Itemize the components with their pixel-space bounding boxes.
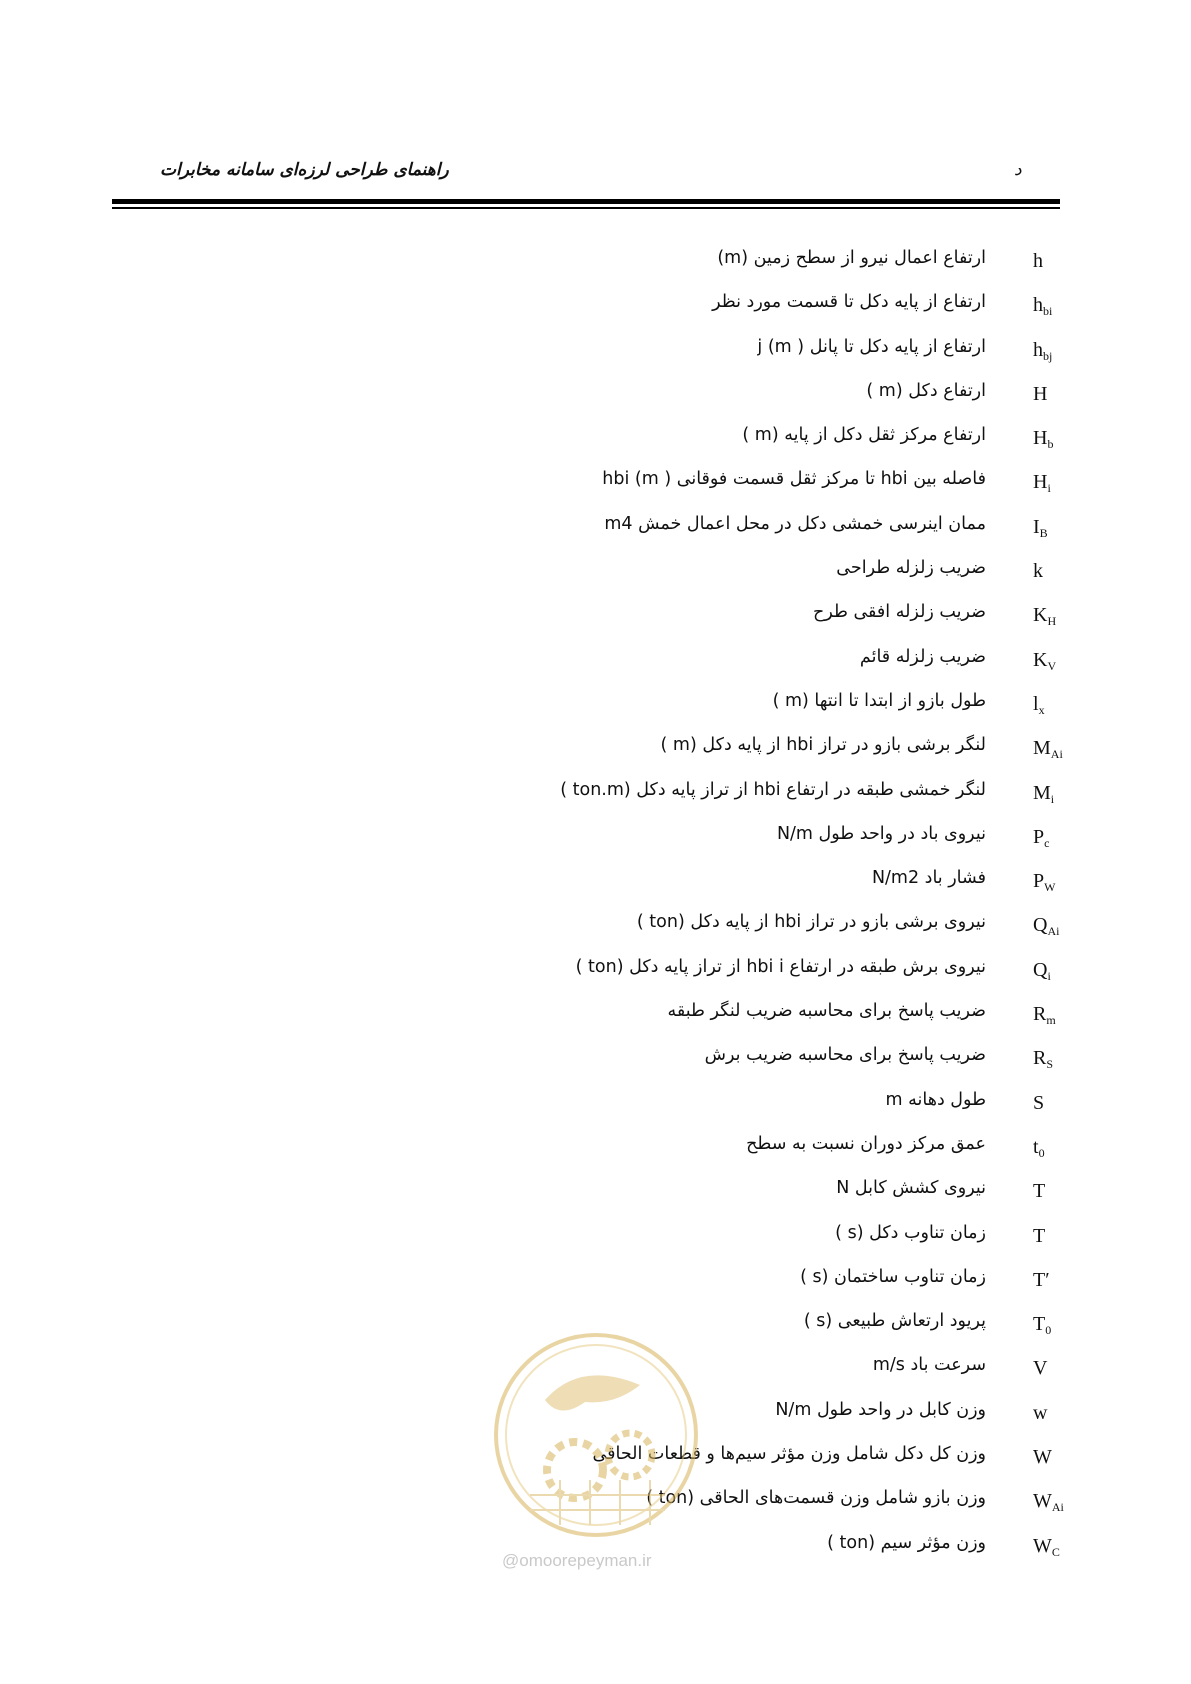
at-icon: @ [502, 1551, 520, 1570]
symbol-description: فاصله بین hbi تا مرکز ثقل قسمت فوقانی hbi (m ) [602, 469, 986, 490]
symbol-base: R [1033, 1047, 1047, 1070]
symbol [1033, 1047, 1053, 1072]
symbol-description: ضریب پاسخ برای محاسبه ضریب برش [704, 1045, 986, 1066]
symbol-description: ضریب زلزله افقی طرح [813, 602, 986, 623]
symbol-base: M [1033, 737, 1051, 760]
symbol-description: وزن مؤثر سیم (ton ) [827, 1532, 986, 1553]
symbol-description: لنگر خمشی طبقه در ارتفاع hbi از تراز پایه دکل (ton.m ) [560, 779, 986, 800]
symbol-description: نیروی باد در واحد طول N/m [776, 823, 986, 844]
symbol-description: فشار باد N/m2 [871, 868, 986, 889]
symbol-row [0, 1170, 1191, 1214]
symbol [1033, 914, 1059, 939]
symbol [1033, 516, 1048, 541]
symbol-description: وزن بازو شامل وزن قسمت‌های الحاقی (ton ) [646, 1488, 986, 1509]
symbol [1033, 693, 1045, 718]
symbol-subscript: Ai [1050, 747, 1063, 762]
symbol-description: نیروی کشش کابل N [836, 1178, 986, 1199]
symbol-base: P [1033, 870, 1045, 893]
symbol-row [0, 373, 1191, 417]
symbol-subscript: i [1047, 481, 1051, 496]
symbol-subscript: 0 [1038, 1145, 1045, 1160]
symbol [1033, 1136, 1045, 1161]
symbol-base: T [1033, 1180, 1046, 1203]
symbol-description: لنگر برشی بازو در تراز hbi از پایه دکل (m ) [660, 735, 986, 756]
symbol-row [0, 240, 1191, 284]
symbol [1033, 604, 1056, 629]
symbol-row [0, 284, 1191, 328]
symbol-row [0, 329, 1191, 373]
symbol-row [0, 772, 1191, 816]
symbol-base: P [1033, 825, 1045, 848]
watermark-site-text: omoorepeyman.ir [519, 1551, 652, 1570]
symbol-row [0, 993, 1191, 1037]
symbol-base: V [1033, 1357, 1048, 1380]
symbol-subscript: V [1047, 658, 1057, 673]
symbol-description: ارتفاع دکل (m ) [866, 380, 986, 401]
running-header-title: راهنمای طراحی لرزه‌ای سامانه مخابرات [160, 160, 449, 180]
symbol-base: M [1033, 781, 1051, 804]
symbol-description: زمان تناوب دکل (s ) [835, 1222, 986, 1243]
symbol-base: h [1033, 250, 1043, 272]
symbol-base: W [1033, 1490, 1052, 1513]
symbol [1033, 294, 1052, 319]
symbol-row [0, 860, 1191, 904]
symbol-row [0, 550, 1191, 594]
symbol [1033, 1003, 1056, 1028]
symbol-subscript: b [1047, 437, 1054, 452]
page-number: د [1014, 160, 1022, 180]
symbol-subscript: Ai [1047, 924, 1060, 939]
symbol-base: W [1033, 1446, 1052, 1469]
symbol-description: ضریب زلزله طراحی [836, 558, 986, 579]
symbol [1033, 1402, 1047, 1427]
symbol-row [0, 949, 1191, 993]
symbol-base: K [1033, 648, 1048, 671]
symbol [1033, 383, 1047, 408]
symbol-description: طول دهانه m [885, 1089, 986, 1110]
symbol-base: t [1033, 1135, 1039, 1158]
symbol-description: ارتفاع اعمال نیرو از سطح زمین (m) [717, 248, 986, 268]
symbol [1033, 959, 1051, 984]
watermark-logo [490, 1330, 702, 1540]
symbol-base: k [1033, 560, 1043, 583]
symbol-row [0, 1037, 1191, 1081]
header-rule-thin [112, 207, 1060, 209]
symbol-subscript: C [1051, 1544, 1060, 1559]
symbol [1033, 560, 1043, 585]
symbol [1033, 1446, 1052, 1471]
symbol-description: ضریب پاسخ برای محاسبه ضریب لنگر طبقه [667, 1001, 986, 1022]
symbol-description: ارتفاع مرکز ثقل دکل از پایه (m ) [742, 425, 986, 446]
symbol [1033, 1180, 1045, 1205]
symbol-base: I [1033, 515, 1040, 538]
symbol-row [0, 904, 1191, 948]
symbol-row [0, 417, 1191, 461]
symbol-subscript: Ai [1051, 1500, 1064, 1515]
symbol-subscript: bi [1043, 304, 1053, 319]
symbol [1033, 250, 1043, 275]
symbol [1033, 826, 1049, 851]
symbol [1033, 1225, 1045, 1250]
symbol-base: W [1033, 1534, 1052, 1557]
symbol-description: پریود ارتعاش طبیعی (s ) [803, 1311, 986, 1332]
symbol-base: w [1033, 1401, 1048, 1424]
symbol-subscript: H [1047, 614, 1057, 629]
symbol-subscript: B [1039, 525, 1048, 540]
symbol-subscript: S [1046, 1057, 1054, 1072]
symbol-subscript: i [1047, 968, 1051, 983]
symbol-base: H [1033, 471, 1048, 494]
symbol [1033, 471, 1051, 496]
symbol-base: H [1033, 382, 1048, 405]
symbol-subscript: x [1038, 702, 1045, 717]
symbol-base: K [1033, 604, 1048, 627]
symbol-base: T′ [1033, 1268, 1050, 1291]
symbol-row [0, 727, 1191, 771]
symbol [1033, 649, 1056, 674]
watermark-site [502, 1551, 652, 1571]
symbol-description: سرعت باد m/s [872, 1355, 986, 1376]
symbol-row [0, 1215, 1191, 1259]
symbol-base: T [1033, 1313, 1046, 1336]
symbol-row [0, 506, 1191, 550]
symbol [1033, 870, 1055, 895]
symbol [1033, 782, 1054, 807]
symbol-subscript: c [1044, 835, 1050, 850]
symbol [1033, 737, 1063, 762]
symbol-subscript: i [1050, 791, 1055, 806]
symbol [1033, 1269, 1050, 1294]
symbol-base: l [1033, 692, 1039, 715]
symbol-description: ضریب زلزله قائم [859, 646, 986, 667]
symbol-description: وزن کابل در واحد طول N/m [775, 1399, 986, 1420]
symbol-description: وزن کل دکل شامل وزن مؤثر سیم‌ها و قطعات الحاقی [592, 1444, 986, 1465]
symbol-base: h [1033, 294, 1043, 317]
symbol [1033, 1357, 1047, 1382]
symbol-subscript: m [1046, 1013, 1056, 1028]
symbol-base: H [1033, 427, 1048, 450]
header-rule-thick [112, 199, 1060, 204]
symbol-base: S [1033, 1091, 1045, 1114]
symbol-base: T [1033, 1224, 1046, 1247]
symbol-description: طول بازو از ابتدا تا انتها (m ) [772, 690, 986, 711]
symbol-subscript: 0 [1045, 1323, 1052, 1338]
symbol-row [0, 1126, 1191, 1170]
symbol-description: زمان تناوب ساختمان (s ) [800, 1266, 986, 1287]
symbol-row [0, 816, 1191, 860]
symbol-description: ممان اینرسی خمشی دکل در محل اعمال خمش m4 [604, 513, 986, 534]
symbol-base: Q [1033, 914, 1048, 937]
symbol [1033, 1490, 1064, 1515]
symbol-base: h [1033, 338, 1043, 361]
symbol [1033, 1535, 1060, 1560]
symbol [1033, 1313, 1051, 1338]
symbol-row [0, 639, 1191, 683]
symbol [1033, 339, 1052, 364]
symbol-subscript: bj [1043, 348, 1053, 363]
symbol-row [0, 594, 1191, 638]
symbol-row [0, 1082, 1191, 1126]
symbol-description: ارتفاع از پایه دکل تا قسمت مورد نظر [712, 292, 986, 313]
symbol-subscript: W [1044, 880, 1056, 895]
symbol-base: R [1033, 1003, 1047, 1026]
symbol-row [0, 1259, 1191, 1303]
symbol [1033, 1092, 1044, 1117]
symbol-row [0, 461, 1191, 505]
symbol-description: نیروی برش طبقه در ارتفاع hbi i از تراز پایه دکل (ton ) [575, 956, 986, 977]
symbol [1033, 427, 1053, 452]
symbol-description: نیروی برشی بازو در تراز hbi از پایه دکل (ton ) [636, 912, 986, 933]
symbol-description: عمق مرکز دوران نسبت به سطح [746, 1133, 986, 1154]
symbol-description: ارتفاع از پایه دکل تا پانل j (m ) [757, 336, 986, 357]
symbol-base: Q [1033, 958, 1048, 981]
symbol-row [0, 683, 1191, 727]
